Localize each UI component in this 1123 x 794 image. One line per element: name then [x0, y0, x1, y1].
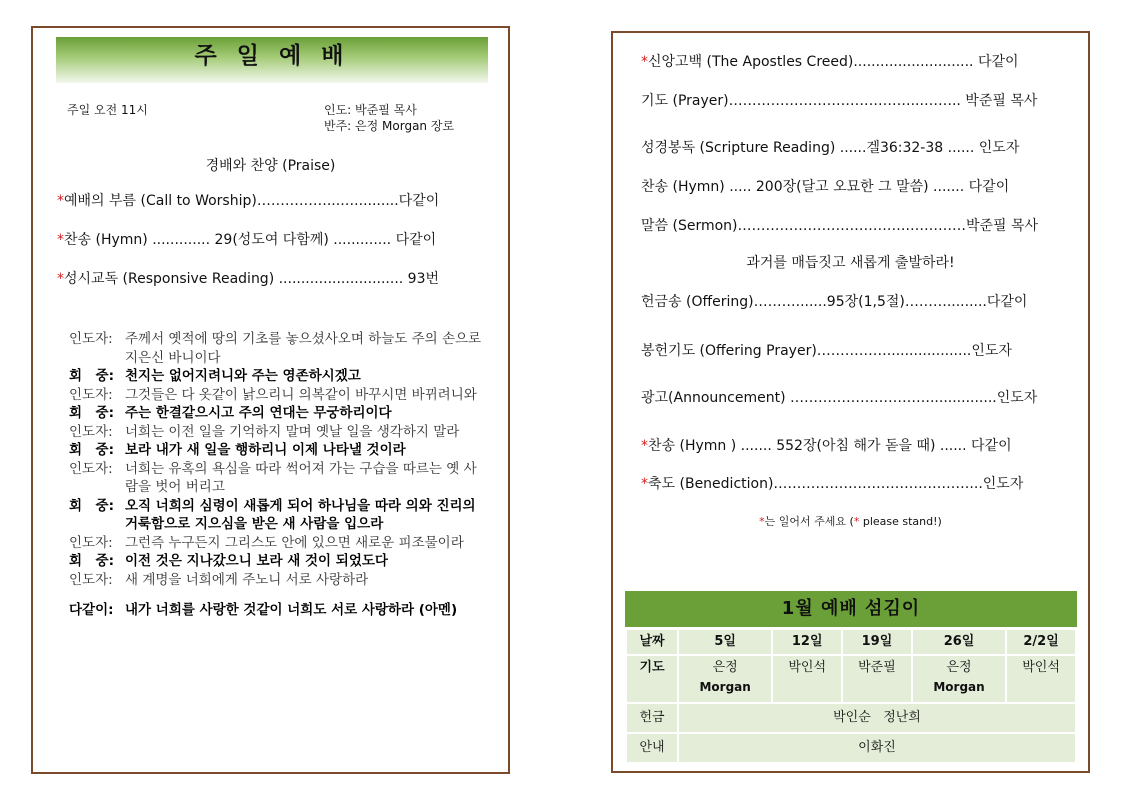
prayer-cell: 은정 Morgan [913, 656, 1005, 702]
reading-line: 회 중: 주는 한결같으시고 주의 연대는 무궁하리이다 [69, 405, 392, 421]
order-item-announcement: 광고(Announcement) …………………………...............인도자 [641, 390, 1038, 406]
reading-line: 인도자: 너희는 유혹의 욕심을 따라 썩어져 가는 구습을 따르는 옛 사람을 벗어 버리고 [69, 460, 477, 495]
reading-line-unison: 다같이: 내가 너희를 사랑한 것같이 너희도 서로 사랑하라 (아멘) [69, 602, 458, 618]
order-item-offering: 헌금송 (Offering)……….......95장(1,5절)……….........다같이 [641, 294, 1028, 310]
usher-label: 안내 [627, 734, 677, 762]
reading-line: 회 중: 천지는 없어지려니와 주는 영존하시겠고 [69, 368, 361, 384]
reading-line: 회 중: 오직 너희의 심령이 새롭게 되어 하나님을 따라 의와 진리의 거룩함으로 지으심을 받은 새 사람을 입으라 [69, 497, 476, 532]
reading-line: 회 중: 보라 내가 새 일을 행하리니 이제 나타낼 것이라 [69, 442, 406, 458]
sermon-title: 과거를 매듭짓고 새롭게 출발하라! [746, 255, 955, 271]
order-item-responsive-reading: *성시교독 (Responsive Reading) ............................ 93번 [57, 271, 440, 287]
schedule-title: 1월 예배 섬김이 [625, 591, 1077, 627]
date-cell: 2/2일 [1007, 630, 1075, 654]
reading-line: 인도자: 그것들은 다 옷같이 낡으리니 의복같이 바꾸시면 바뀌려니와 [69, 386, 477, 403]
order-item-hymn: 찬송 (Hymn) ..... 200장(달고 오묘한 그 말씀) ....... 다같이 [641, 179, 1010, 195]
order-item-prayer: 기도 (Prayer)…………………………………...…….. 박준필 목사 [641, 93, 1038, 109]
order-item-sermon: 말씀 (Sermon)……………………………….…………박준필 목사 [641, 218, 1039, 234]
reading-line: 회 중: 이전 것은 지나갔으니 보라 새 것이 되었도다 [69, 553, 388, 569]
responsive-reading [69, 330, 489, 620]
date-cell: 26일 [913, 630, 1005, 654]
date-cell: 19일 [843, 630, 911, 654]
table-row [627, 656, 1075, 702]
right-page [611, 31, 1090, 773]
page-title: 주 일 예 배 [194, 43, 350, 69]
stand-note: *는 일어서 주세요 (* please stand!) [759, 515, 942, 528]
reading-line: 인도자: 주께서 옛적에 땅의 기초를 놓으셨사오며 하늘도 주의 손으로 지은신 바니이다 [69, 331, 482, 366]
reading-line: 인도자: 새 계명을 너희에게 주노니 서로 사랑하라 [69, 571, 369, 588]
prayer-cell: 박인석 [773, 656, 841, 702]
date-cell: 12일 [773, 630, 841, 654]
order-item-creed: *신앙고백 (The Apostles Creed)........................... 다같이 [641, 54, 1019, 70]
serving-schedule [625, 591, 1077, 764]
schedule-table [625, 628, 1077, 764]
reading-line: 인도자: 그런즉 누구든지 그리스도 안에 있으면 새로운 피조물이라 [69, 534, 464, 551]
table-row [627, 630, 1075, 654]
offering-cell: 박인순 정난희 [679, 704, 1075, 732]
left-page [31, 26, 510, 774]
order-item-closing-hymn: *찬송 (Hymn ) ....... 552장(아침 해가 돋을 때) ...... 다같이 [641, 438, 1012, 454]
offering-label: 헌금 [627, 704, 677, 732]
prayer-cell: 박인석 [1007, 656, 1075, 702]
usher-cell: 이화진 [679, 734, 1075, 762]
service-time: 주일 오전 11시 [67, 103, 148, 117]
accompanist-line: 반주: 은정 Morgan 장로 [324, 119, 455, 133]
prayer-cell: 박준필 [843, 656, 911, 702]
prayer-cell: 은정 Morgan [679, 656, 771, 702]
table-row [627, 734, 1075, 762]
order-item-hymn: *찬송 (Hymn) ............. 29(성도여 다함께) ............. 다같이 [57, 232, 437, 248]
leader-line: 인도: 박준필 목사 [324, 103, 417, 117]
date-label: 날짜 [627, 630, 677, 654]
order-item-call-to-worship: *예배의 부름 (Call to Worship)……………...…..........다같이 [57, 193, 440, 209]
order-item-benediction: *축도 (Benediction)……………………………………...인도자 [641, 476, 1024, 492]
reading-line: 인도자: 너희는 이전 일을 기억하지 말며 옛날 일을 생각하지 말라 [69, 423, 460, 440]
order-item-scripture: 성경봉독 (Scripture Reading) ......겔36:32-38 ...... 인도자 [641, 140, 1020, 156]
date-cell: 5일 [679, 630, 771, 654]
prayer-label: 기도 [627, 656, 677, 702]
order-item-offering-prayer: 봉헌기도 (Offering Prayer)……………...................인도자 [641, 343, 1012, 359]
table-row [627, 704, 1075, 732]
section-heading: 경배와 찬양 (Praise) [205, 158, 336, 174]
title-banner [56, 37, 488, 83]
